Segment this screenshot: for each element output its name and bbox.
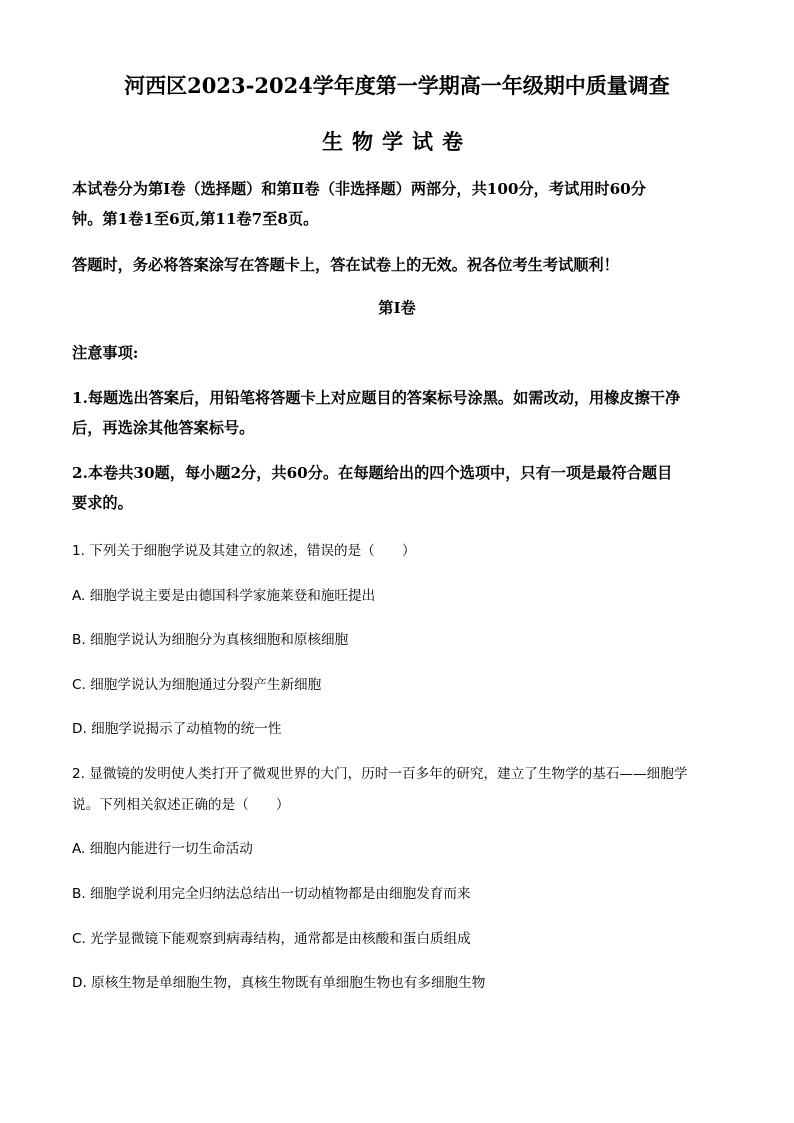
section-heading: 第Ⅰ卷 (378, 299, 416, 317)
intro-text-line-2: 钟。第1卷1至6页,第11卷7至8页。 (72, 210, 319, 228)
option-b: B. 细胞学说利用完全归纳法总结出一切动植物都是由细胞发育而来 (72, 886, 471, 902)
option-a: A. 细胞学说主要是由德国科学家施莱登和施旺提出 (72, 588, 376, 604)
note-2-line-1: 2.本卷共30题，每小题2分，共60分。在每题给出的四个选项中，只有一项是最符合题目 (72, 464, 673, 482)
option-d: D. 细胞学说揭示了动植物的统一性 (72, 721, 282, 737)
exam-title: 河西区2023-2024学年度第一学期高一年级期中质量调查 (124, 73, 670, 98)
option-c: C. 细胞学说认为细胞通过分裂产生新细胞 (72, 677, 322, 693)
option-d: D. 原核生物是单细胞生物，真核生物既有单细胞生物也有多细胞生物 (72, 975, 486, 991)
notes-title: 注意事项: (72, 344, 139, 362)
question-stem-line-2: 说。下列相关叙述正确的是（ ） (72, 797, 290, 813)
option-c: C. 光学显微镜下能观察到病毒结构，通常都是由核酸和蛋白质组成 (72, 931, 471, 947)
question-stem-line-1: 2. 显微镜的发明使人类打开了微观世界的大门，历时一百多年的研究，建立了生物学的基石——细胞学 (72, 766, 688, 782)
intro-text-line-1: 本试卷分为第Ⅰ卷（选择题）和第Ⅱ卷（非选择题）两部分，共100分，考试用时60分 (72, 180, 646, 198)
exam-subtitle: 生物学试卷 (322, 129, 472, 154)
note-2-line-2: 要求的。 (72, 494, 133, 512)
option-a: A. 细胞内能进行一切生命活动 (72, 841, 253, 857)
note-1-line-2: 后，再选涂其他答案标号。 (72, 419, 255, 437)
question-stem: 1. 下列关于细胞学说及其建立的叙述，错误的是（ ） (72, 543, 416, 559)
intro-instruction: 答题时，务必将答案涂写在答题卡上，答在试卷上的无效。祝各位考生考试顺利！ (72, 256, 619, 274)
option-b: B. 细胞学说认为细胞分为真核细胞和原核细胞 (72, 632, 349, 648)
note-1-line-1: 1.每题选出答案后，用铅笔将答题卡上对应题目的答案标号涂黑。如需改动，用橡皮擦干净 (72, 389, 681, 407)
